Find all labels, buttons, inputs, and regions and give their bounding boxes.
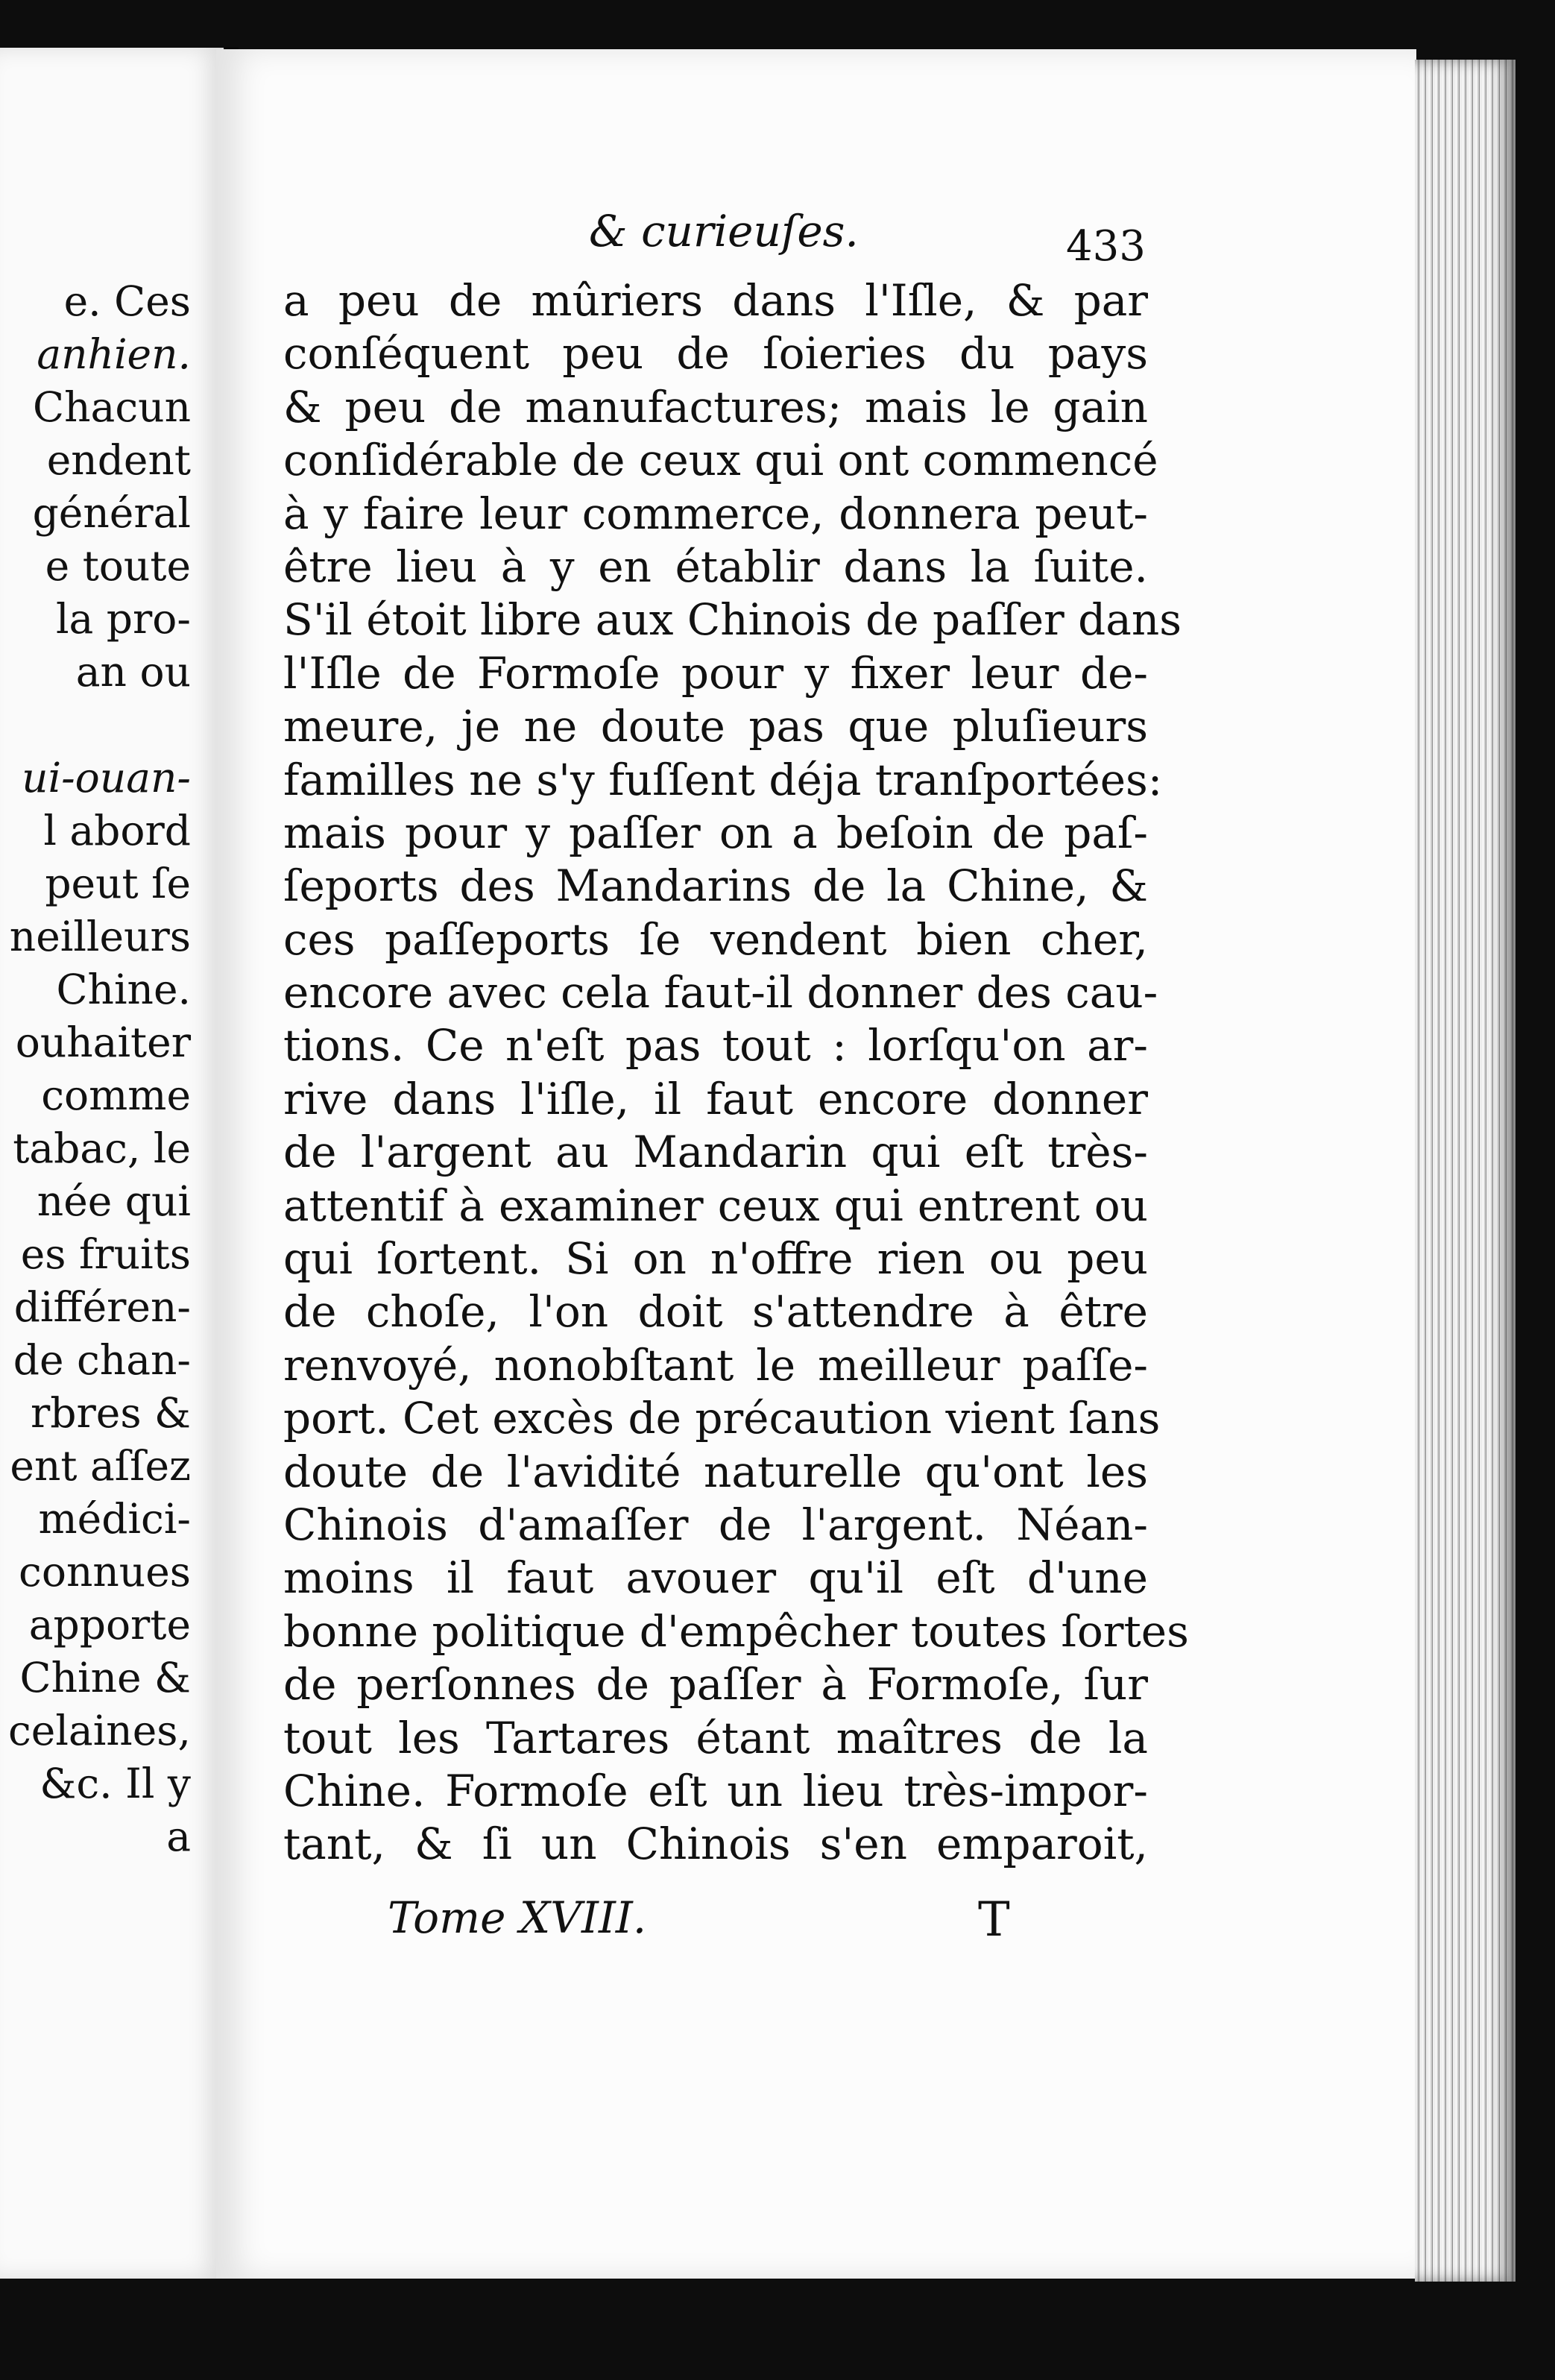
left-line: médici- xyxy=(38,1495,191,1543)
left-line: née qui xyxy=(37,1177,191,1225)
left-line: Chine. xyxy=(56,966,191,1013)
left-line: rbres & xyxy=(30,1389,191,1437)
text-line: S'il étoit libre aux Chinois de paſſer dans xyxy=(283,594,1182,646)
text-line: moins il faut avouer qu'il eſt d'une xyxy=(283,1552,1148,1604)
text-line: renvoyé, nonobſtant le meilleur paſſe- xyxy=(283,1339,1148,1391)
text-line: attentif à examiner ceux qui entrent ou xyxy=(283,1180,1148,1231)
text-line: familles ne s'y fuſſent déja tranſportées: xyxy=(283,754,1163,805)
page-number: 433 xyxy=(1066,222,1146,271)
text-line: a peu de mûriers dans l'Iſle, & par xyxy=(283,275,1148,326)
left-page-text xyxy=(0,275,191,1863)
text-line: rive dans l'iſle, il faut encore donner xyxy=(283,1073,1148,1124)
running-head: & curieuſes. xyxy=(589,206,859,256)
text-line: tant, & ſi un Chinois s'en emparoit, xyxy=(283,1819,1148,1870)
text-line: ces paſſeports ſe vendent bien cher, xyxy=(283,913,1148,965)
text-line: tions. Ce n'eſt pas tout : lorſqu'on ar- xyxy=(283,1020,1148,1071)
text-line: bonne politique d'empêcher toutes ſortes xyxy=(283,1605,1189,1657)
text-line: à y faire leur commerce, donnera peut- xyxy=(283,488,1148,539)
left-line: apporte xyxy=(28,1601,191,1649)
left-line: la pro- xyxy=(55,595,191,643)
text-line: de l'argent au Mandarin qui eſt très- xyxy=(283,1127,1148,1178)
text-line: ſeports des Mandarins de la Chine, & xyxy=(283,860,1148,912)
left-line: e toute xyxy=(45,542,191,590)
left-line: a xyxy=(166,1813,191,1860)
text-line: conſéquent peu de ſoieries du pays xyxy=(283,328,1148,380)
left-line xyxy=(0,699,191,752)
left-line: an ou xyxy=(75,648,191,696)
text-line: l'Iſle de Formoſe pour y fixer leur de- xyxy=(283,647,1148,699)
left-line: différen- xyxy=(13,1283,191,1331)
text-line: encore avec cela faut-il donner des cau- xyxy=(283,967,1158,1019)
left-line: connues xyxy=(19,1548,191,1596)
text-line: Chinois d'amaſſer de l'argent. Néan- xyxy=(283,1499,1148,1550)
left-line: neilleurs xyxy=(9,913,191,960)
left-line: comme xyxy=(41,1071,191,1119)
left-line: tabac, le xyxy=(13,1124,191,1172)
left-line: Chacun xyxy=(33,383,191,431)
left-line: ent aſſez xyxy=(10,1442,191,1490)
text-line: tout les Tartares étant maîtres de la xyxy=(283,1712,1148,1763)
text-line: de choſe, l'on doit s'attendre à être xyxy=(283,1286,1148,1338)
text-line: être lieu à y en établir dans la ſuite. xyxy=(283,541,1148,592)
left-line: celaines, xyxy=(7,1707,191,1754)
left-line: ui-ouan- xyxy=(22,754,191,802)
text-line: qui ſortent. Si on n'offre rien ou peu xyxy=(283,1233,1148,1285)
page-edges xyxy=(1415,60,1515,2282)
left-line: e. Ces xyxy=(63,277,191,325)
left-line: peut ſe xyxy=(45,860,191,907)
signature-mark: Tome XVIII. xyxy=(388,1892,647,1943)
text-line: port. Cet excès de précaution vient ſans xyxy=(283,1393,1161,1444)
text-line: de perſonnes de paſſer à Formoſe, ſur xyxy=(283,1659,1148,1710)
text-line: mais pour y paſſer on a beſoin de paſ- xyxy=(283,807,1148,858)
body-text xyxy=(283,274,1189,1871)
left-line: &c. Il y xyxy=(40,1760,191,1807)
left-line: de chan- xyxy=(13,1336,191,1384)
left-line: l abord xyxy=(43,807,191,854)
left-line: ouhaiter xyxy=(15,1019,191,1066)
text-line: doute de l'avidité naturelle qu'ont les xyxy=(283,1446,1148,1497)
left-line: Chine & xyxy=(19,1654,191,1701)
text-line: Chine. Formoſe eſt un lieu très-impor- xyxy=(283,1765,1148,1816)
left-page xyxy=(0,48,224,2279)
catchword: T xyxy=(978,1892,1010,1948)
left-line: anhien. xyxy=(37,330,191,378)
text-line: conſidérable de ceux qui ont commencé xyxy=(283,435,1158,486)
left-line: es fruits xyxy=(20,1230,191,1278)
left-line: endent xyxy=(46,436,191,484)
text-line: meure, je ne doute pas que pluſieurs xyxy=(283,701,1148,752)
text-line: & peu de manufactures; mais le gain xyxy=(283,381,1148,432)
left-line: général xyxy=(32,489,191,537)
